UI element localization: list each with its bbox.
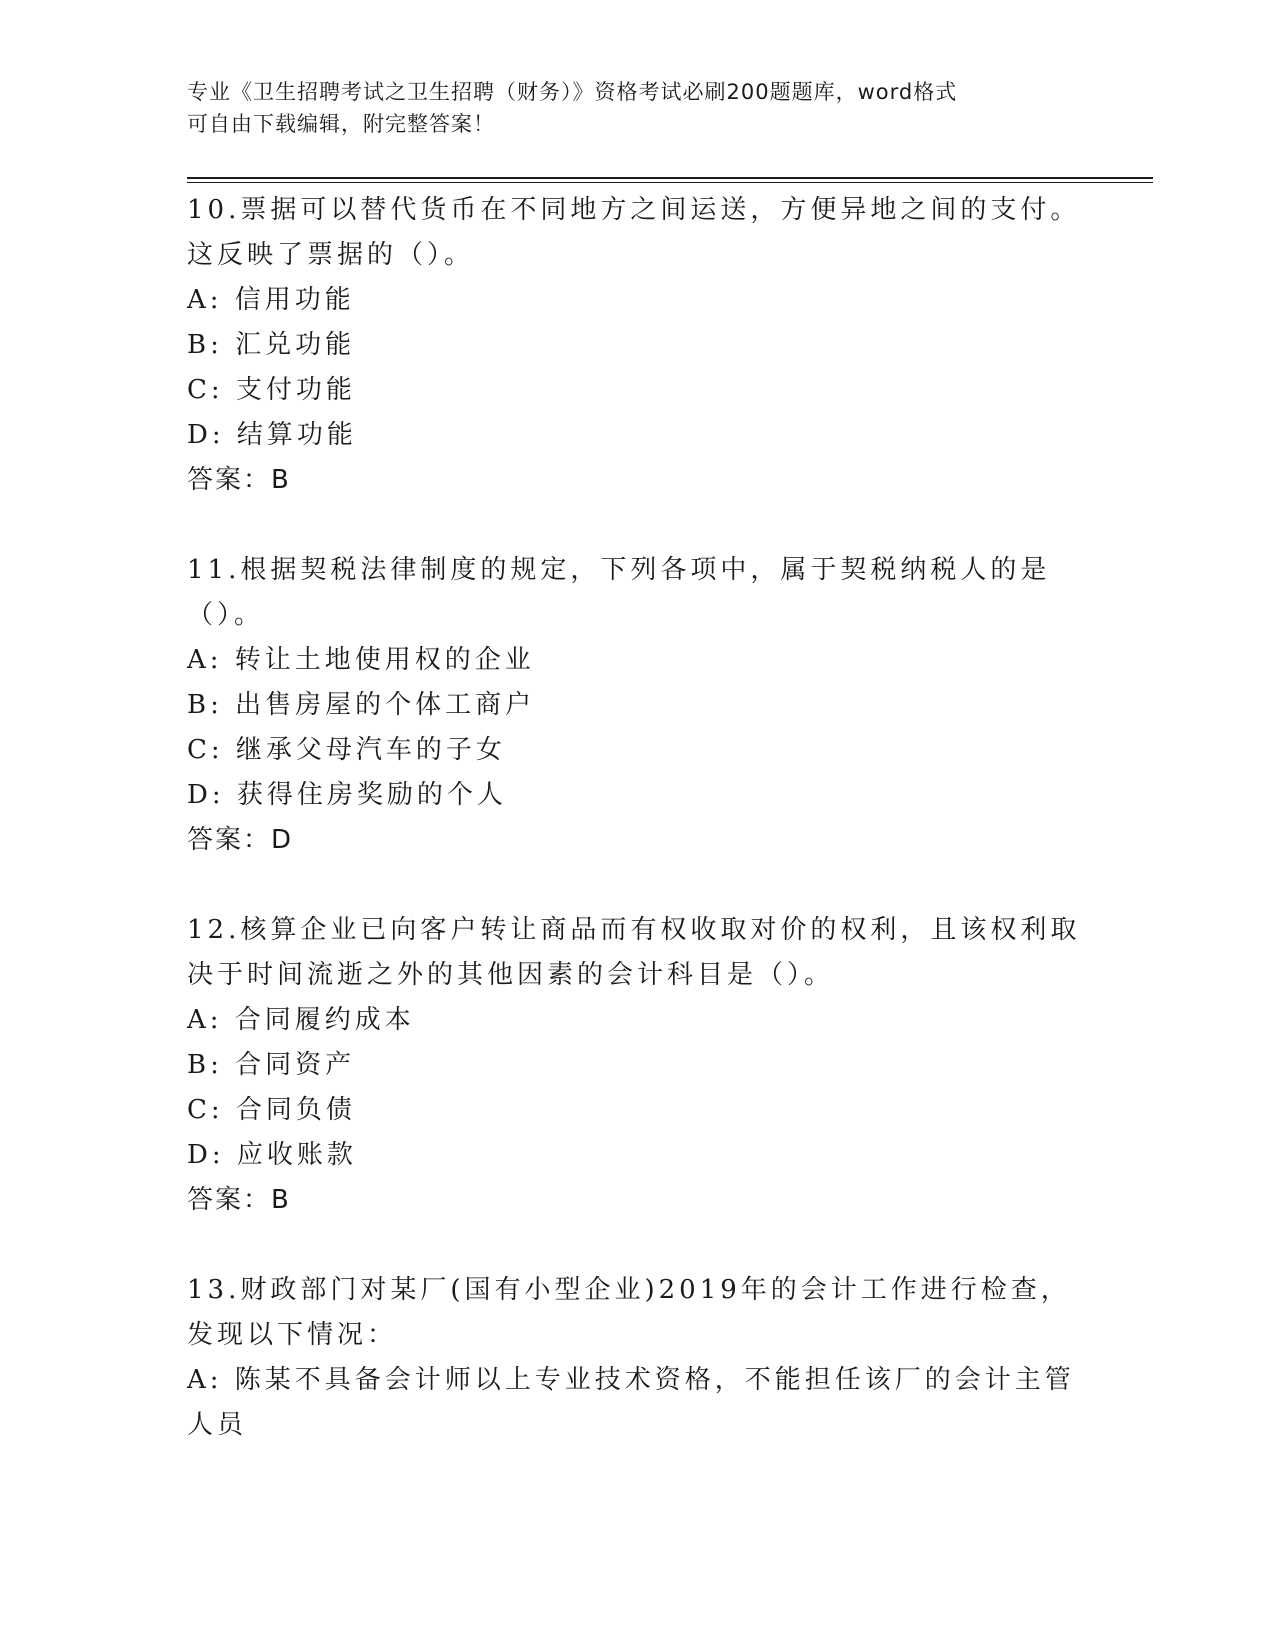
header-divider-thin bbox=[187, 182, 1153, 183]
question-list bbox=[187, 188, 1087, 1493]
question-stem: 11.根据契税法律制度的规定，下列各项中，属于契税纳税人的是（）。 bbox=[187, 555, 1051, 630]
option-a: A: 信用功能 bbox=[187, 285, 355, 315]
answer-line: 答案：B bbox=[187, 1185, 291, 1215]
option-a: A: 合同履约成本 bbox=[187, 1005, 415, 1035]
option-c: C: 支付功能 bbox=[187, 375, 356, 405]
option-d: D: 应收账款 bbox=[187, 1140, 357, 1170]
option-a: A: 转让土地使用权的企业 bbox=[187, 645, 535, 675]
question-10 bbox=[187, 188, 1087, 503]
header-divider-thick bbox=[187, 177, 1153, 179]
question-stem: 10.票据可以替代货币在不同地方之间运送，方便异地之间的支付。这反映了票据的（）。 bbox=[187, 195, 1081, 270]
answer-line: 答案：D bbox=[187, 825, 294, 855]
option-a: A: 陈某不具备会计师以上专业技术资格，不能担任该厂的会计主管人员 bbox=[187, 1365, 1075, 1440]
question-13 bbox=[187, 1268, 1087, 1448]
question-stem: 12.核算企业已向客户转让商品而有权收取对价的权利，且该权利取决于时间流逝之外的其他因素的会计科目是（）。 bbox=[187, 915, 1081, 990]
question-stem: 13.财政部门对某厂(国有小型企业)2019年的会计工作进行检查，发现以下情况： bbox=[187, 1275, 1071, 1350]
header-line-1: 专业《卫生招聘考试之卫生招聘（财务）》资格考试必刷200题题库，word格式 bbox=[187, 80, 958, 104]
header-line-2: 可自由下载编辑，附完整答案！ bbox=[187, 112, 495, 136]
option-b: B: 汇兑功能 bbox=[187, 330, 356, 360]
document-header bbox=[187, 76, 1087, 140]
answer-line: 答案：B bbox=[187, 465, 291, 495]
option-b: B: 合同资产 bbox=[187, 1050, 356, 1080]
option-c: C: 合同负债 bbox=[187, 1095, 356, 1125]
question-12 bbox=[187, 908, 1087, 1223]
option-b: B: 出售房屋的个体工商户 bbox=[187, 690, 536, 720]
option-c: C: 继承父母汽车的子女 bbox=[187, 735, 506, 765]
question-11 bbox=[187, 548, 1087, 863]
option-d: D: 结算功能 bbox=[187, 420, 357, 450]
option-d: D: 获得住房奖励的个人 bbox=[187, 780, 507, 810]
